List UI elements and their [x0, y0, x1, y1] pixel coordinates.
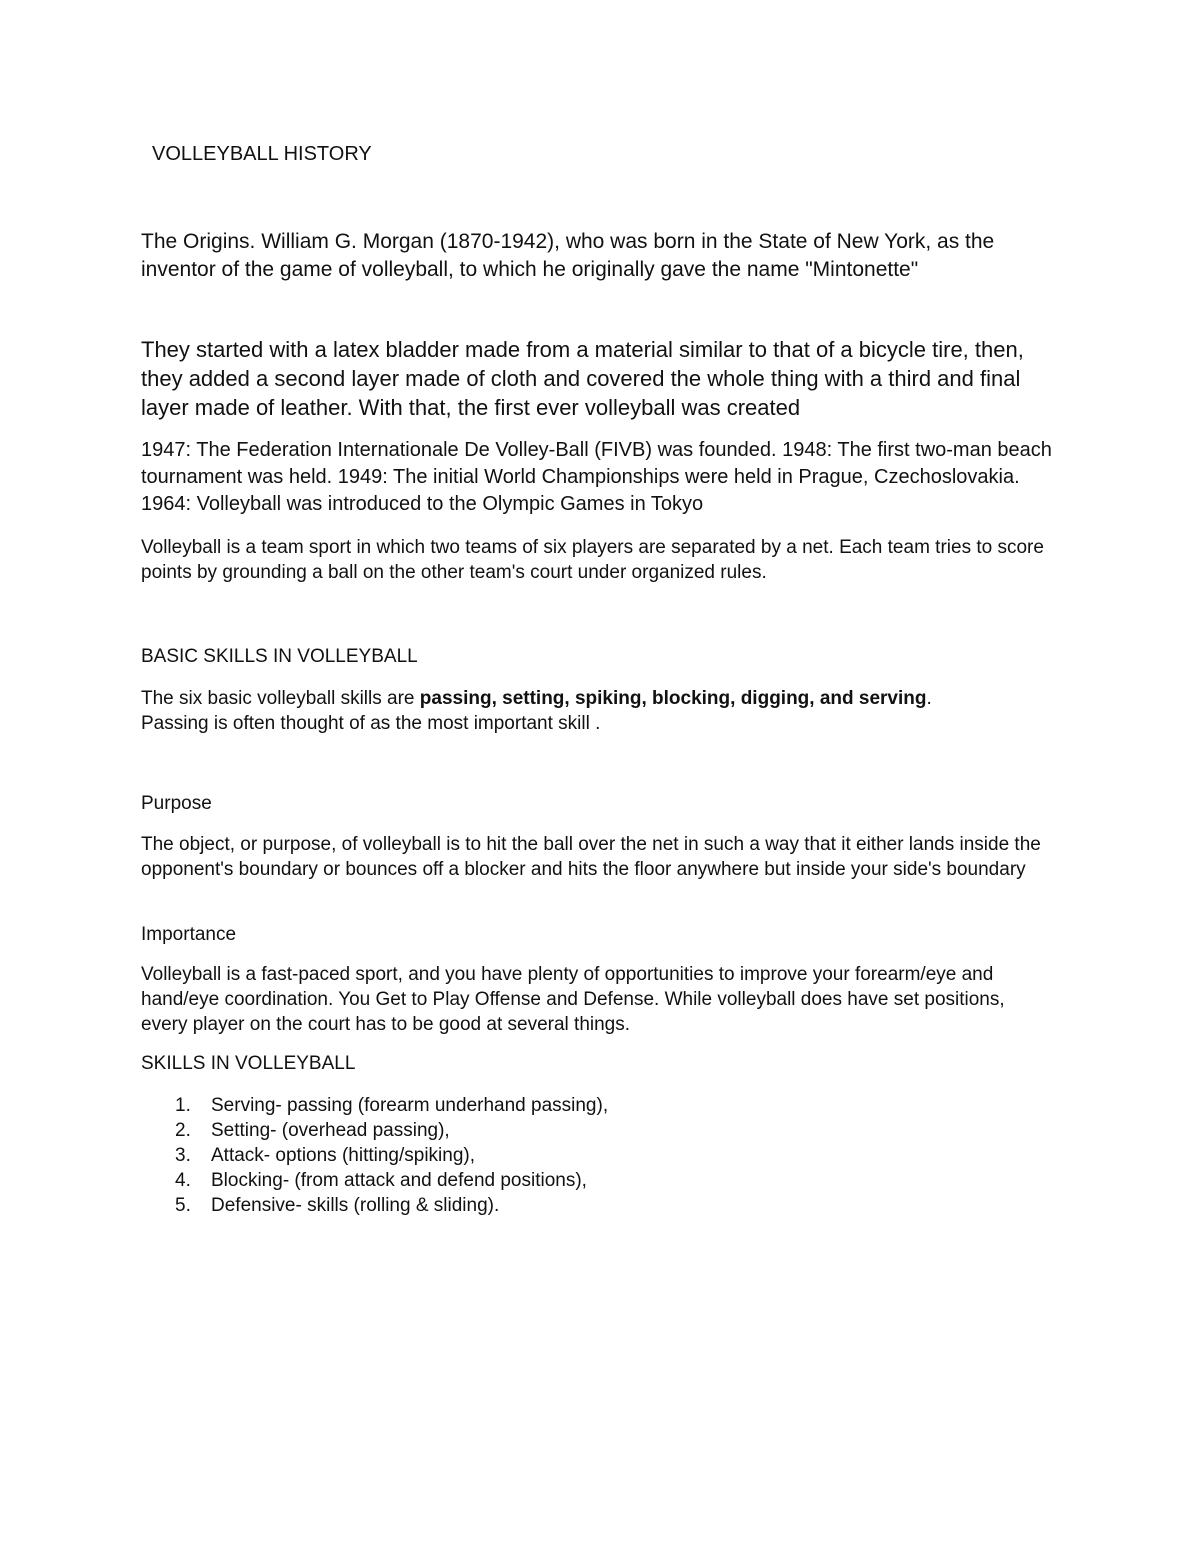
- purpose-paragraph: The object, or purpose, of volleyball is to hit the ball over the net in such a way that it either lands inside the opponent's boundary or bounces off a blocker and hits the floor anywhere but inside your side's boundary: [141, 834, 1041, 880]
- origins-paragraph: The Origins. William G. Morgan (1870-1942), who was born in the State of New York, as the inventor of the game of volleyball, to which he originally gave the name "Mintonette": [141, 230, 995, 281]
- document-title: VOLLEYBALL HISTORY: [152, 143, 372, 165]
- list-item: [141, 1143, 1041, 1168]
- basic-skills-intro: The six basic volleyball skills are: [141, 688, 420, 709]
- list-item: [141, 1118, 1041, 1143]
- importance-heading: Importance: [141, 924, 237, 945]
- skills-list: [141, 1093, 1041, 1218]
- definition-paragraph: Volleyball is a team sport in which two teams of six players are separated by a net. Each team tries to score points by grounding a ball on the other team's court under organized rules.: [141, 537, 1044, 583]
- ball-making-paragraph: They started with a latex bladder made from a material similar to that of a bicycle tire, then, they added a second layer made of cloth and covered the whole thing with a third and final layer made of leather. With that, the first ever volleyball was created: [141, 337, 1024, 420]
- list-item: [141, 1193, 1041, 1218]
- importance-paragraph: Volleyball is a fast-paced sport, and you have plenty of opportunities to improve your forearm/eye and hand/eye coordination. You Get to Play Offense and Defense. While volleyball does have set positions, every player on the court has to be good at several things.: [141, 964, 1005, 1035]
- basic-skills-heading: BASIC SKILLS IN VOLLEYBALL: [141, 646, 418, 667]
- list-text: Blocking- (from attack and defend positions),: [211, 1170, 587, 1191]
- list-number: 3.: [175, 1145, 191, 1166]
- list-number: 5.: [175, 1195, 191, 1216]
- list-item: [141, 1168, 1041, 1193]
- list-number: 4.: [175, 1170, 191, 1191]
- basic-skills-paragraph: [141, 686, 1061, 736]
- list-item: [141, 1093, 1041, 1118]
- timeline-paragraph: 1947: The Federation Internationale De Volley-Ball (FIVB) was founded. 1948: The first two-man beach tournament was held. 1949: The initial World Championships were held in Prague, Czechoslovakia. 1964: Volleyball was introduced to the Olympic Games in Tokyo: [141, 439, 1052, 515]
- list-text: Setting- (overhead passing),: [211, 1120, 450, 1141]
- list-text: Serving- passing (forearm underhand passing),: [211, 1095, 609, 1116]
- list-number: 1.: [175, 1095, 191, 1116]
- basic-skills-end: .: [926, 688, 932, 709]
- list-text: Attack- options (hitting/spiking),: [211, 1145, 476, 1166]
- basic-skills-list-bold: passing, setting, spiking, blocking, digging, and serving: [419, 688, 927, 709]
- basic-skills-note: Passing is often thought of as the most important skill .: [141, 713, 601, 734]
- skills-heading: SKILLS IN VOLLEYBALL: [141, 1053, 356, 1074]
- list-number: 2.: [175, 1120, 191, 1141]
- purpose-heading: Purpose: [141, 793, 212, 814]
- list-text: Defensive- skills (rolling & sliding).: [211, 1195, 500, 1216]
